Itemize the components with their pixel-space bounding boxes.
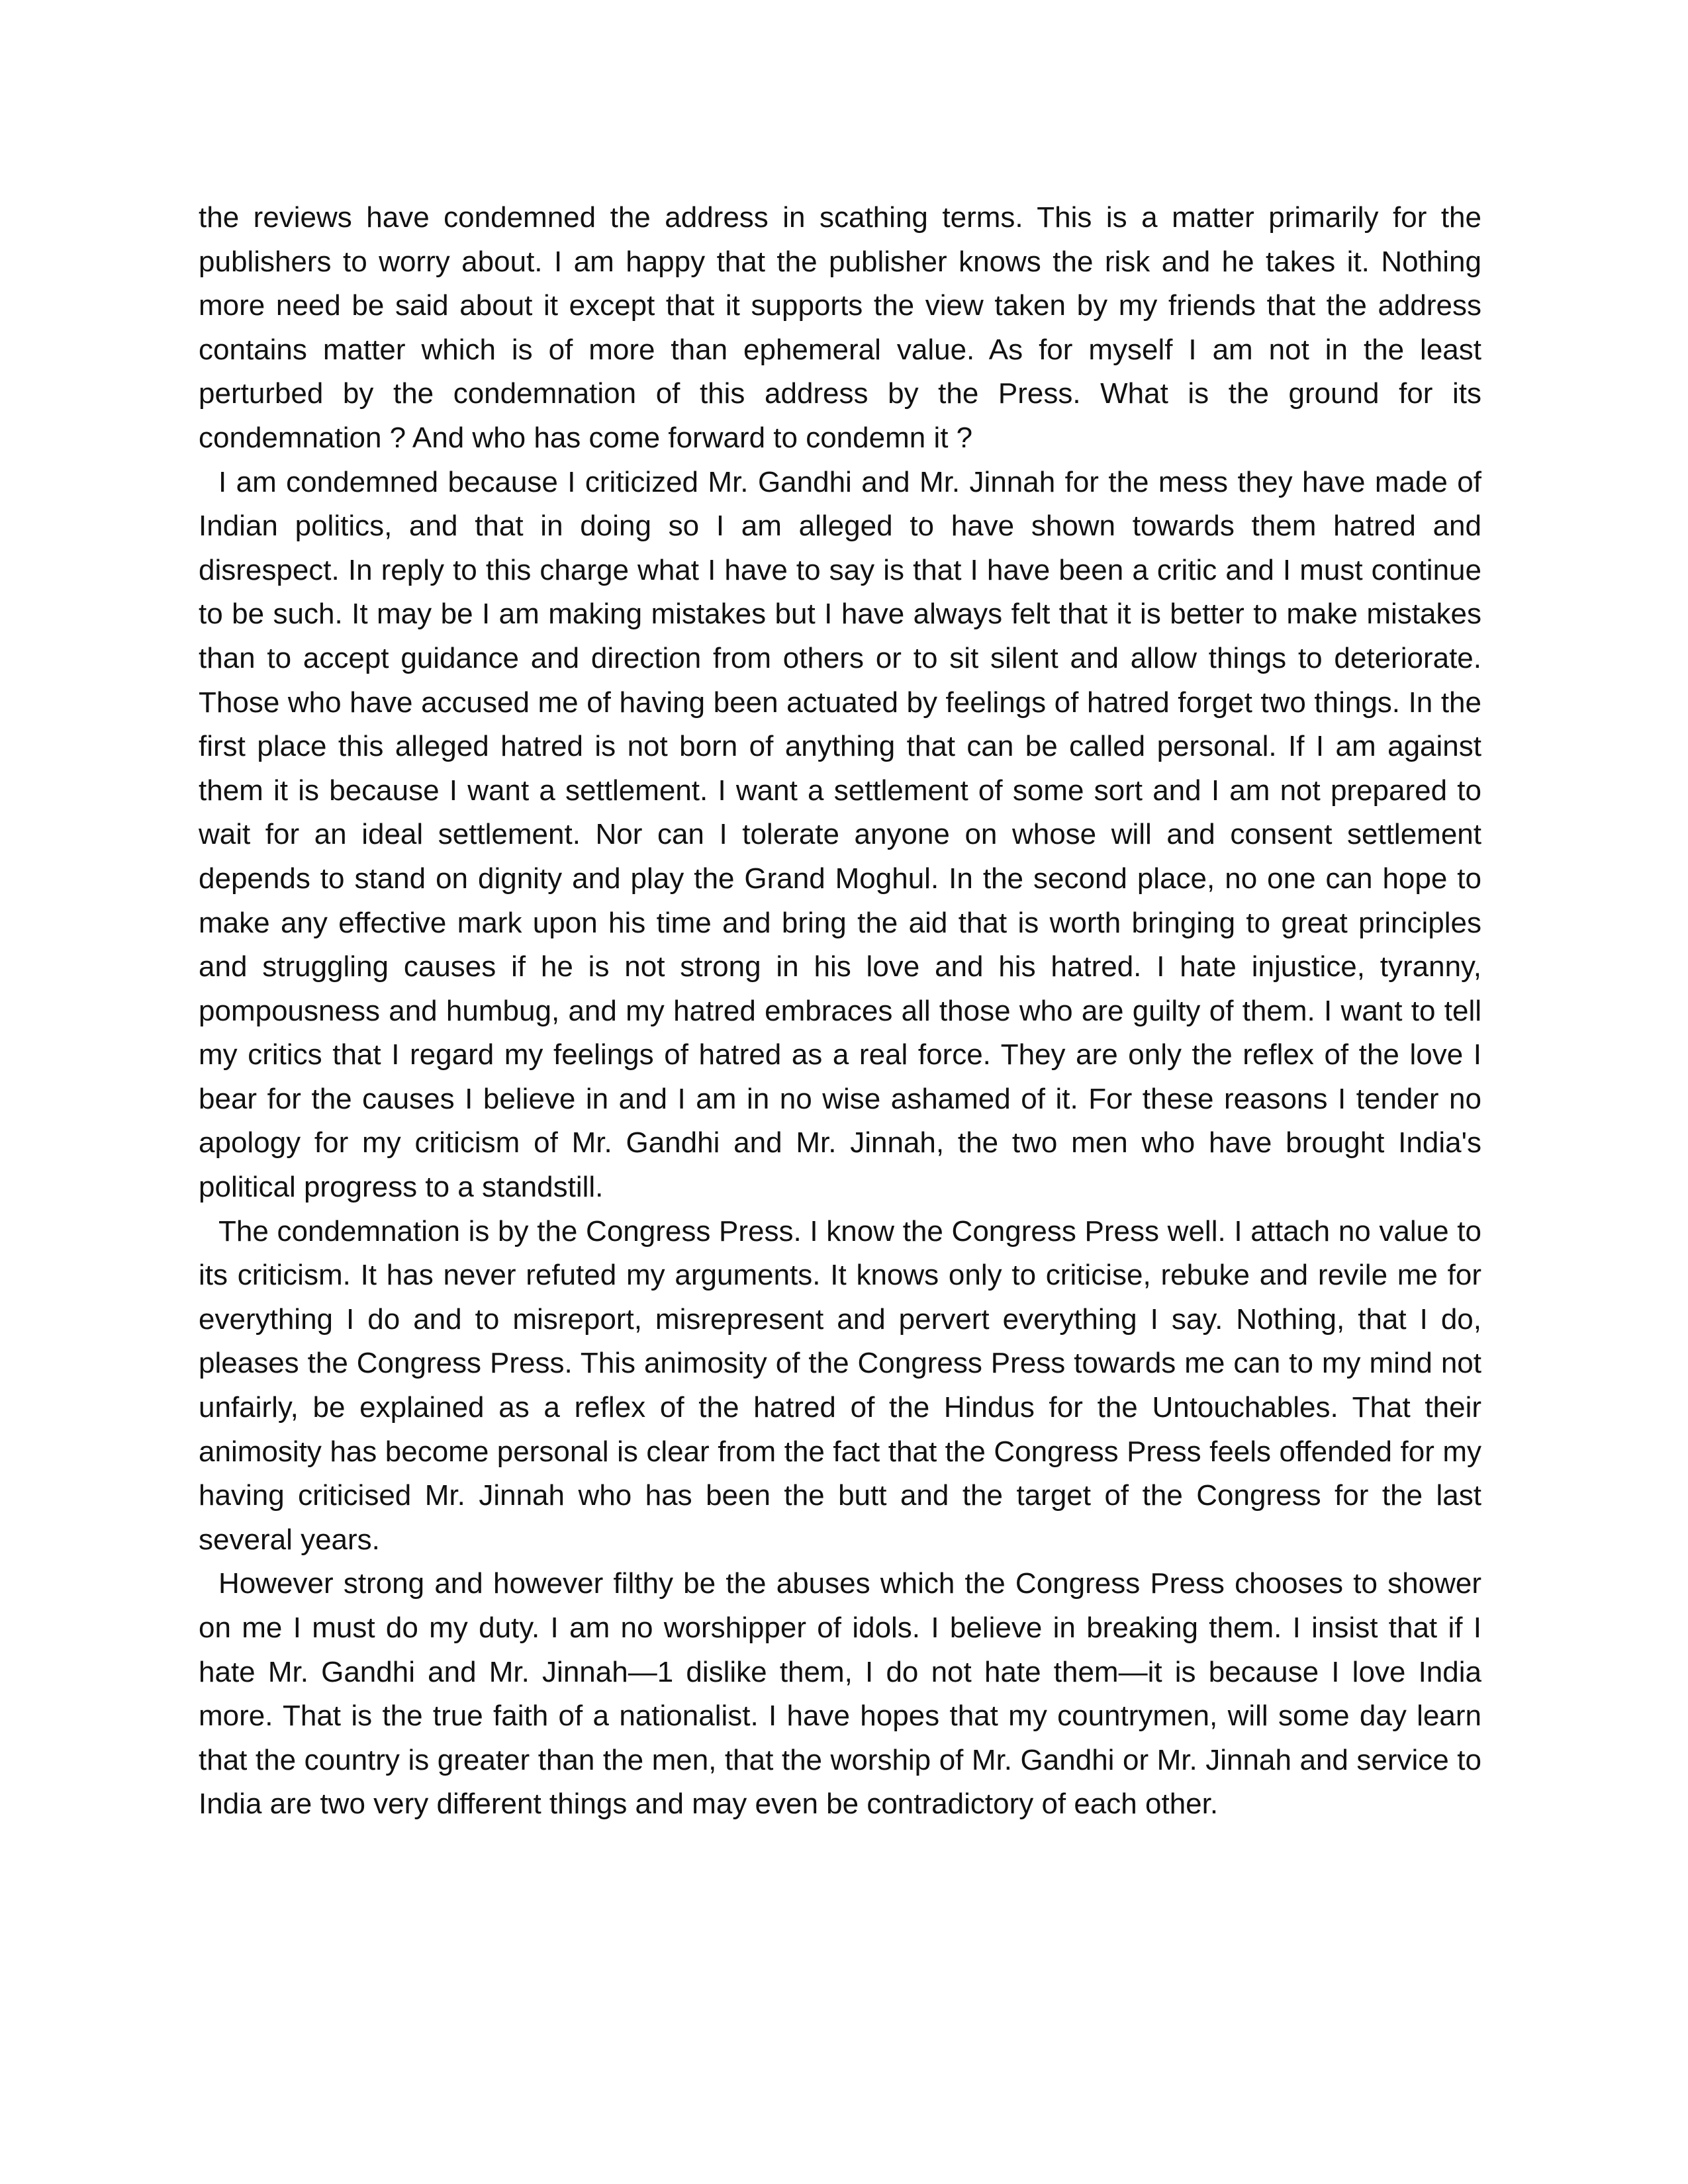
body-text (199, 196, 1481, 1827)
paragraph-continuation: the reviews have condemned the address in scathing terms. This is a matter primarily for the publishers to worry about. I am happy that the publisher knows the risk and he takes it. Nothing more need be said about it except that it supports the view taken by my friends that the address contains matter which is of more than ephemeral value. As for myself I am not in the least perturbed by the condemnation of this address by the Press. What is the ground for its condemnation ? And who has come forward to condemn it ? (199, 201, 1481, 454)
paragraph-congress-press: The condemnation is by the Congress Press. I know the Congress Press well. I attach no value to its criticism. It has never refuted my arguments. It knows only to criticise, rebuke and revile me for everything I do and to misreport, misrepresent and pervert everything I say. Nothing, that I do, pleases the Congress Press. This animosity of the Congress Press towards me can to my mind not unfairly, be explained as a reflex of the hatred of the Hindus for the Untouchables. That their animosity has become personal is clear from the fact that the Congress Press feels offended for my having criticised Mr. Jinnah who has been the butt and the target of the Congress for the last several years. (199, 1214, 1481, 1556)
paragraph-condemned-criticism: I am condemned because I criticized Mr. Gandhi and Mr. Jinnah for the mess they have made of Indian politics, and that in doing so I am alleged to have shown towards them hatred and disrespect. In reply to this charge what I have to say is that I have been a critic and I must continue to be such. It may be I am making mistakes but I have always felt that it is better to make mistakes than to accept guidance and direction from others or to sit silent and allow things to deteriorate. Those who have accused me of having been actuated by feelings of hatred forget two things. In the first place this alleged hatred is not born of anything that can be called personal. If I am against them it is because I want a settlement. I want a settlement of some sort and I am not prepared to wait for an ideal settlement. Nor can I tolerate anyone on whose will and consent settlement depends to stand on dignity and play the Grand Moghul. In the second place, no one can hope to make any effective mark upon his time and bring the aid that is worth bringing to great principles and struggling causes if he is not strong in his love and his hatred. I hate injustice, tyranny, pompousness and humbug, and my hatred embraces all those who are guilty of them. I want to tell my critics that I regard my feelings of hatred as a real force. They are only the reflex of the love I bear for the causes I believe in and I am in no wise ashamed of it. For these reasons I tender no apology for my criticism of Mr. Gandhi and Mr. Jinnah, the two men who have brought India's political progress to a standstill. (199, 465, 1481, 1204)
paragraph-duty-nationalist: However strong and however filthy be the abuses which the Congress Press chooses to shower on me I must do my duty. I am no worshipper of idols. I believe in breaking them. I insist that if I hate Mr. Gandhi and Mr. Jinnah—1 dislike them, I do not hate them—it is because I love India more. That is the true faith of a nationalist. I have hopes that my countrymen, will some day learn that the country is greater than the men, that the worship of Mr. Gandhi or Mr. Jinnah and service to India are two very different things and may even be contradictory of each other. (199, 1567, 1481, 1821)
